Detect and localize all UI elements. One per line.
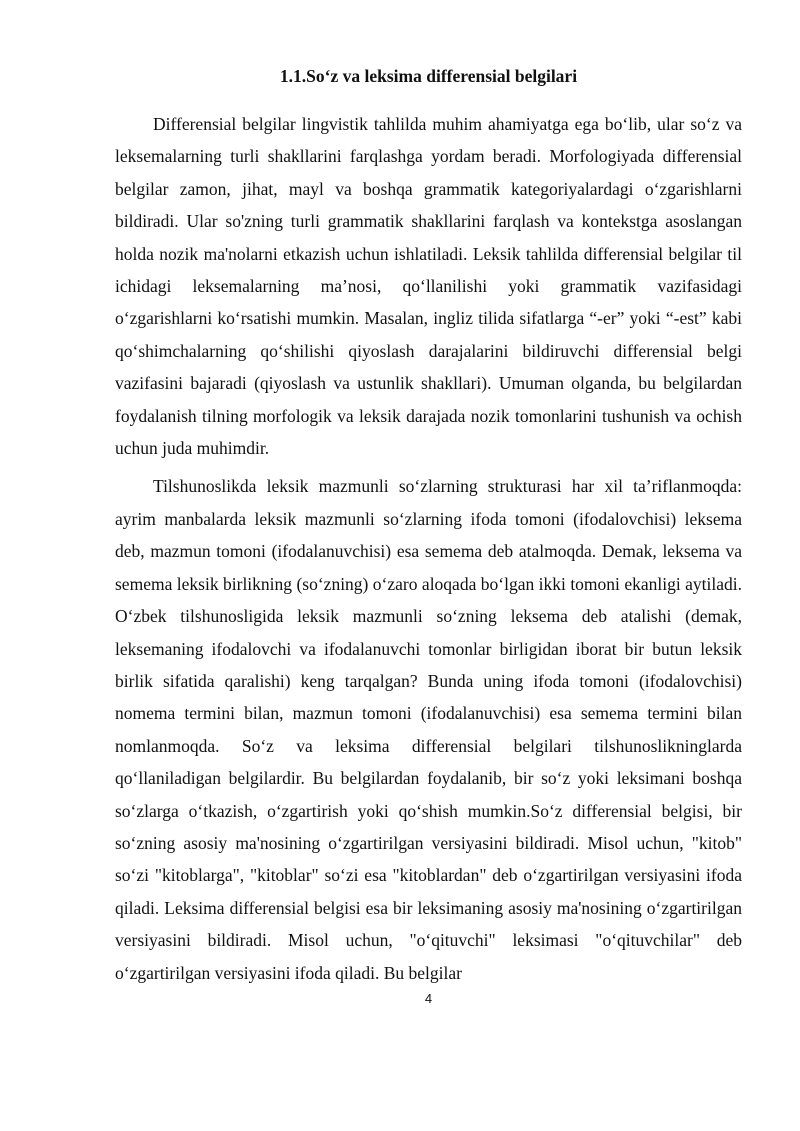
paragraph-2: Tilshunoslikda leksik mazmunli so‘zlarning strukturasi har xil ta’riflanmoqda: ayrim manbalarda leksik mazmunli so‘zlarning ifoda tomoni (ifodalovchisi) leksema deb, mazmun tomoni (ifodalanuvchisi) esa semema deb atalmoqda. Demak, leksema va semema leksik birlikning (so‘zning) o‘zaro aloqada bo‘lgan ikki tomoni ekanligi aytiladi. O‘zbek tilshunosligida leksik mazmunli so‘zning leksema deb atalishi (demak, leksemaning ifodalovchi va ifodalanuvchi tomonlar birligidan iborat bir butun leksik birlik sifatida qaralishi) keng tarqalgan? Bunda uning ifoda tomoni (ifodalovchisi) nomema termini bilan, mazmun tomoni (ifodalanuvchisi) esa semema termini bilan nomlanmoqda. So‘z va leksima differensial belgilari tilshunoslikninglarda qo‘llaniladigan belgilardir. Bu belgilardan foydalanib, bir so‘z yoki leksimani boshqa so‘zlarga o‘tkazish, o‘zgartirish yoki qo‘shish mumkin.So‘z differensial belgisi, bir so‘zning asosiy ma'nosining o‘zgartirilgan versiyasini bildiradi. Misol uchun, "kitob" so‘zi "kitoblarga", "kitoblar" so‘zi esa "kitoblardan" deb o‘zgartirilgan versiyasini ifoda qiladi. Leksima differensial belgisi esa bir leksimaning asosiy ma'nosining o‘zgartirilgan versiyasini bildiradi. Misol uchun, "o‘qituvchi" leksimasi "o‘qituvchilar" deb o‘zgartirilgan versiyasini ifoda qiladi. Bu belgilar: [115, 476, 742, 983]
section-title: 1.1.So‘z va leksima differensial belgilari: [279, 66, 578, 86]
paragraph-1: Differensial belgilar lingvistik tahlilda muhim ahamiyatga ega bo‘lib, ular so‘z va leksemalarning turli shakllarini farqlashga yordam beradi. Morfologiyada differensial belgilar zamon, jihat, mayl va boshqa grammatik kategoriyalardagi o‘zgarishlarni bildiradi. Ular so'zning turli grammatik shakllarini farqlash va kontekstga asoslangan holda nozik ma'nolarni etkazish uchun ishlatiladi. Leksik tahlilda differensial belgilar til ichidagi leksemalarning ma’nosi, qo‘llanilishi yoki grammatik vazifasidagi o‘zgarishlarni ko‘rsatishi mumkin. Masalan, ingliz tilida sifatlarga “-er” yoki “-est” kabi qo‘shimchalarning qo‘shilishi qiyoslash darajalarini bildiruvchi differensial belgi vazifasini bajaradi (qiyoslash va ustunlik shakllari). Umuman olganda, bu belgilardan foydalanish tilning morfologik va leksik darajada nozik tomonlarini tushunish va ochish uchun juda muhimdir.: [115, 114, 742, 459]
page-number: 4: [424, 991, 433, 1006]
body-text: [115, 108, 742, 995]
